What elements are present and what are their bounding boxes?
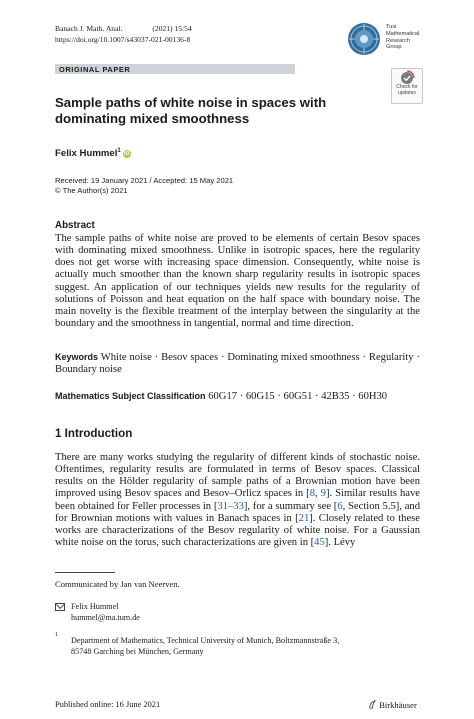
article-dates: Received: 19 January 2021 / Accepted: 15 May 2021	[55, 176, 234, 185]
keywords-list: White noise · Besov spaces · Dominating mixed smoothness · Regularity · Boundary noise	[55, 352, 420, 376]
birkhauser-logo-icon	[368, 700, 377, 709]
author-line	[55, 148, 131, 159]
orcid-icon[interactable]: iD	[124, 151, 130, 158]
msc-codes: 60G17 · 60G15 · 60G51 · 42B35 · 60H30	[208, 391, 388, 402]
citation-link[interactable]: 6	[337, 500, 343, 512]
journal-name: Banach J. Math. Anal.	[55, 24, 123, 33]
check-updates-label: Check for updates	[396, 84, 418, 96]
article-title: Sample paths of white noise in spaces with dominating mixed smoothness	[55, 95, 327, 126]
citation-link[interactable]: 45	[314, 537, 325, 549]
check-updates-icon	[392, 69, 422, 85]
publisher-mark	[368, 700, 417, 710]
msc-classification	[55, 390, 420, 403]
citation-link[interactable]: 9	[320, 488, 326, 500]
corresponding-author	[71, 602, 140, 623]
published-date: Published online: 16 June 2021	[55, 700, 161, 709]
keywords	[55, 351, 420, 376]
keywords-label: Keywords	[55, 352, 99, 362]
tusi-logo-text: Tusi Mathematical Research Group	[386, 24, 420, 51]
tusi-logo-icon	[347, 22, 381, 56]
communicated-by: Communicated by Jan van Neerven.	[55, 579, 180, 589]
author-affil-marker: 1	[117, 148, 121, 154]
section-heading-introduction: 1 Introduction	[55, 427, 133, 440]
citation-link[interactable]: 21	[298, 512, 310, 524]
publisher-name: Birkhäuser	[379, 700, 417, 710]
affiliation: Department of Mathematics, Technical University of Munich, Boltzmannstraße 3, 85748 Garching bei München, Germany	[71, 636, 340, 656]
footnote-divider	[55, 572, 115, 573]
journal-volume: (2021) 15:54	[152, 24, 192, 33]
copyright: © The Author(s) 2021	[55, 186, 128, 195]
article-type-label: ORIGINAL PAPER	[59, 64, 131, 74]
journal-citation	[55, 24, 192, 34]
author-name: Felix Hummel	[55, 148, 118, 160]
abstract-text: The sample paths of white noise are proved to be elements of certain Besov spaces with dominating mixed smoothness. Unlike in isotropic spaces, here the regularity does not get worse with increasing space dimension. Consequently, white noise is actually much smoother than the known sharp regularity results in isotropic spaces suggest. An application of our techniques yields new results for the regularity of solutions of Poisson and heat equation on the half space with boundary noise. The main novelty is the flexible treatment of the interplay between the singularity at the boundary and the smoothness in tangential, normal and time direction.	[55, 233, 420, 330]
doi-link[interactable]: https://doi.org/10.1007/s43037-021-00136-8	[55, 35, 191, 44]
msc-label: Mathematics Subject Classification	[55, 391, 206, 401]
citation-link[interactable]: 31–33	[217, 500, 244, 512]
contact-name: Felix Hummel	[71, 602, 119, 611]
introduction-text: There are many works studying the regularity of different kinds of stochastic noise. Oftentimes, regularity results are formulated in terms of Besov spaces. Classical results on the Hölder regularity of sample paths of a Brownian motion have been improved using Besov spaces and Besov–Orlicz spaces in [8, 9]. Similar results have been obtained for Feller processes in [31–33], for a summary see [6, Section 5.5], and for Brownian motions with values in Banach spaces in [21]. Closely related to these works are characterizations of the Besov regularity of white noise. For a Gaussian white noise on the torus, such characterizations are given in [45]. Lévy	[55, 452, 421, 549]
envelope-icon	[55, 603, 65, 611]
citation-link[interactable]: 8	[309, 488, 315, 500]
contact-email[interactable]: hummel@ma.tum.de	[71, 612, 140, 622]
abstract-heading: Abstract	[55, 220, 95, 231]
affiliation-number: 1	[55, 632, 58, 638]
